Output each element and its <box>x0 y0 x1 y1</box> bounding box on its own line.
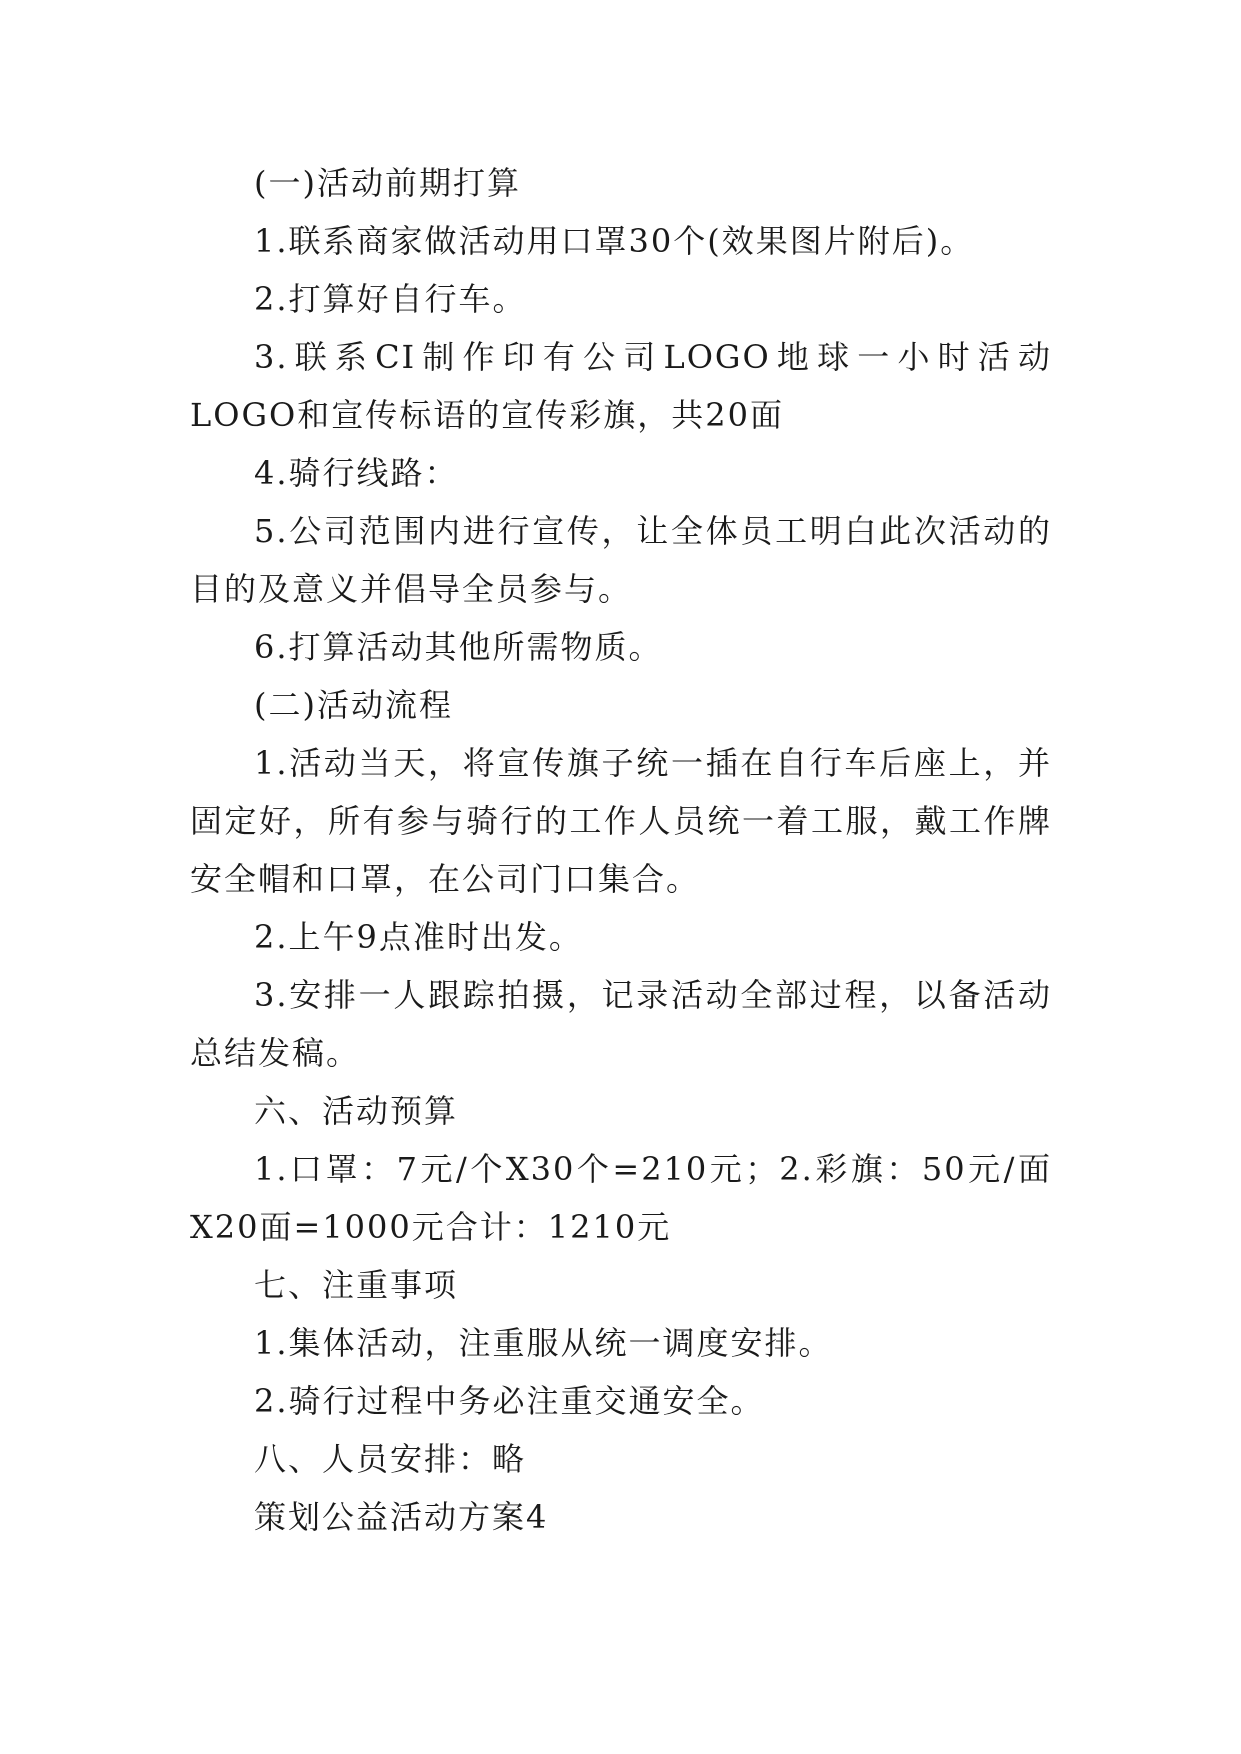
list-item: 2.上午9点准时出发。 <box>254 918 583 956</box>
section-heading: (一)活动前期打算 <box>254 164 521 202</box>
list-item: 2.打算好自行车。 <box>254 280 527 318</box>
list-item: 1.活动当天，将宣传旗子统一插在自行车后座上，并固定好，所有参与骑行的工作人员统一着工服，戴工作牌安全帽和口罩，在公司门口集合。 <box>190 744 1052 898</box>
section-heading: 七、注重事项 <box>254 1266 459 1304</box>
list-item: 3.联系CI制作印有公司LOGO地球一小时活动LOGO和宣传标语的宣传彩旗，共20面 <box>190 338 1052 434</box>
section-heading: (二)活动流程 <box>254 686 453 724</box>
list-item: 2.骑行过程中务必注重交通安全。 <box>254 1382 765 1420</box>
list-item: 1.口罩：7元/个X30个=210元；2.彩旗：50元/面X20面=1000元合计：1210元 <box>190 1150 1052 1246</box>
document-body <box>190 154 1052 1546</box>
list-item: 6.打算活动其他所需物质。 <box>254 628 663 666</box>
section-heading: 六、活动预算 <box>254 1092 459 1130</box>
list-item: 5.公司范围内进行宣传，让全体员工明白此次活动的目的及意义并倡导全员参与。 <box>190 512 1052 608</box>
list-item: 3.安排一人跟踪拍摄，记录活动全部过程，以备活动总结发稿。 <box>190 976 1052 1072</box>
list-item: 1.联系商家做活动用口罩30个(效果图片附后)。 <box>254 222 975 260</box>
section-heading: 八、人员安排：略 <box>254 1440 527 1478</box>
list-item: 1.集体活动，注重服从统一调度安排。 <box>254 1324 833 1362</box>
document-title: 策划公益活动方案4 <box>254 1498 549 1536</box>
list-item: 4.骑行线路： <box>254 454 459 492</box>
